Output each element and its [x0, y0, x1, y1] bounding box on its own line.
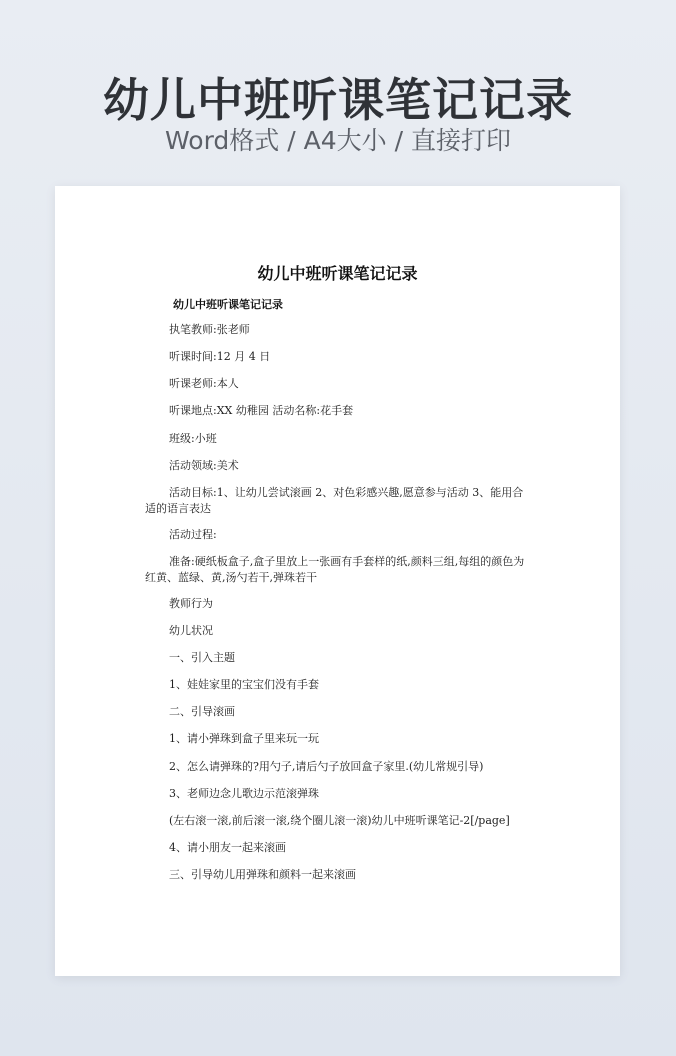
- doc-line: 听课地点:XX 幼稚园 活动名称:花手套: [169, 404, 354, 417]
- doc-paragraph: 准备:硬纸板盒子,盒子里放上一张画有手套样的纸,颜料三组,每组的颜色为红黄、蓝绿、黄,汤勺若干,弹珠若干: [145, 555, 525, 584]
- doc-paragraph: 活动目标:1、让幼儿尝试滚画 2、对色彩感兴趣,愿意参与活动 3、能用合适的语言表达: [145, 486, 524, 515]
- doc-line: 教师行为: [169, 597, 213, 610]
- doc-line: 1、请小弹珠到盒子里来玩一玩: [169, 732, 319, 745]
- doc-line: 班级:小班: [169, 432, 217, 445]
- doc-line: 2、怎么请弹珠的?用勺子,请后勺子放回盒子家里.(幼儿常规引导): [169, 760, 484, 773]
- doc-line: (左右滚一滚,前后滚一滚,绕个圈儿滚一滚)幼儿中班听课笔记-2[/page]: [169, 814, 510, 827]
- doc-line: 二、引导滚画: [169, 705, 235, 718]
- doc-line: 活动领域:美术: [169, 459, 239, 472]
- document-subtitle: 幼儿中班听课笔记记录: [173, 298, 283, 311]
- document-title: 幼儿中班听课笔记记录: [257, 264, 418, 283]
- doc-line: 活动过程:: [169, 528, 217, 541]
- doc-line: 一、引入主题: [169, 651, 235, 664]
- doc-line: 听课老师:本人: [169, 377, 239, 390]
- doc-line: 1、娃娃家里的宝宝们没有手套: [169, 678, 319, 691]
- document-page: [55, 186, 620, 976]
- doc-line: 三、引导幼儿用弹珠和颜料一起来滚画: [169, 868, 356, 881]
- doc-line: 4、请小朋友一起来滚画: [169, 841, 286, 854]
- doc-line: 执笔教师:张老师: [169, 323, 250, 336]
- header-title: 幼儿中班听课笔记记录: [103, 73, 573, 127]
- doc-line: 听课时间:12 月 4 日: [169, 350, 271, 363]
- header-subtitle: Word格式 / A4大小 / 直接打印: [165, 126, 511, 155]
- doc-line: 幼儿状况: [169, 624, 213, 637]
- doc-line: 3、老师边念儿歌边示范滚弹珠: [169, 787, 319, 800]
